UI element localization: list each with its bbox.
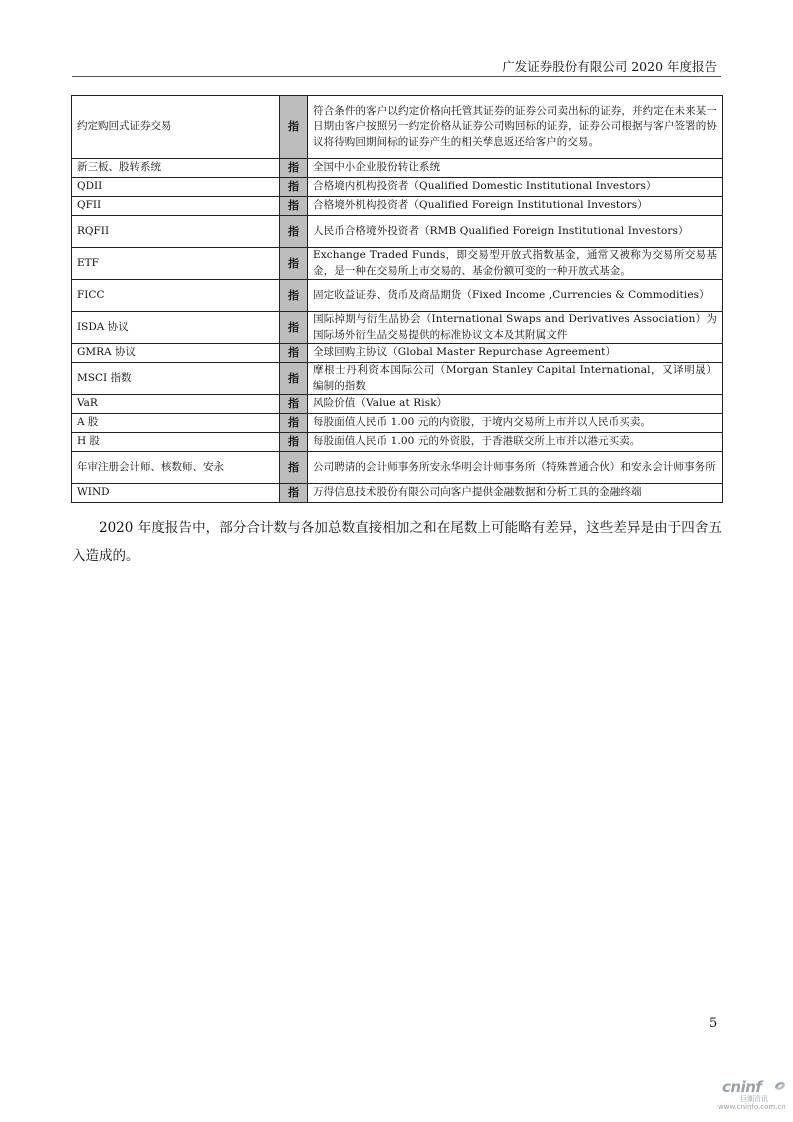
- definition-cell: 万得信息技术股份有限公司向客户提供金融数据和分析工具的金融终端: [308, 484, 723, 503]
- definition-cell: 固定收益证券、货币及商品期货（Fixed Income ,Currencies & Commodities）: [308, 280, 723, 312]
- report-header-title: 广发证券股份有限公司 2020 年度报告: [502, 59, 717, 74]
- refers-to-mark: 指: [280, 344, 308, 363]
- definition-cell: 摩根士丹利资本国际公司（Morgan Stanley Capital International，又译明晟）编制的指数: [308, 363, 723, 395]
- term-cell: QFII: [72, 197, 280, 216]
- logo-wordmark: cninf: [722, 1078, 762, 1096]
- refers-to-mark: 指: [280, 395, 308, 414]
- term-cell: RQFII: [72, 216, 280, 248]
- refers-to-mark: 指: [280, 159, 308, 178]
- definition-cell: 人民币合格境外投资者（RMB Qualified Foreign Institutional Investors）: [308, 216, 723, 248]
- refers-to-mark: 指: [280, 96, 308, 159]
- refers-to-mark: 指: [280, 312, 308, 344]
- definition-cell: 符合条件的客户以约定价格向托管其证券的证券公司卖出标的证券，并约定在未来某一日期由客户按照另一约定价格从证券公司购回标的证券，证券公司根据与客户签署的协议将待购回期间标的证券产生的相关孳息返还给客户的交易。: [308, 96, 723, 159]
- term-cell: MSCI 指数: [72, 363, 280, 395]
- definition-cell: 国际掉期与衍生品协会（International Swaps and Derivatives Association）为国际场外衍生品交易提供的标准协议文本及其附属文件: [308, 312, 723, 344]
- refers-to-mark: 指: [280, 484, 308, 503]
- refers-to-mark: 指: [280, 248, 308, 280]
- definition-cell: 风险价值（Value at Risk）: [308, 395, 723, 414]
- logo-subtitle: 巨潮资讯: [740, 1095, 768, 1103]
- table-row: [72, 197, 723, 216]
- term-cell: 年审注册会计师、核数师、安永: [72, 452, 280, 484]
- term-cell: A 股: [72, 414, 280, 433]
- definitions-table: [71, 95, 723, 503]
- refers-to-mark: 指: [280, 414, 308, 433]
- term-cell: 约定购回式证券交易: [72, 96, 280, 159]
- term-cell: ISDA 协议: [72, 312, 280, 344]
- term-cell: FICC: [72, 280, 280, 312]
- table-row: [72, 280, 723, 312]
- term-cell: VaR: [72, 395, 280, 414]
- refers-to-mark: 指: [280, 433, 308, 452]
- definition-cell: 全球回购主协议（Global Master Repurchase Agreement）: [308, 344, 723, 363]
- definition-cell: 公司聘请的会计师事务所安永华明会计师事务所（特殊普通合伙）和安永会计师事务所: [308, 452, 723, 484]
- refers-to-mark: 指: [280, 178, 308, 197]
- definition-cell: 每股面值人民币 1.00 元的内资股，于境内交易所上市并以人民币买卖。: [308, 414, 723, 433]
- definition-cell: 合格境外机构投资者（Qualified Foreign Institutional Investors）: [308, 197, 723, 216]
- term-cell: GMRA 协议: [72, 344, 280, 363]
- table-row: [72, 312, 723, 344]
- definition-cell: 每股面值人民币 1.00 元的外资股，于香港联交所上市并以港元买卖。: [308, 433, 723, 452]
- table-row: [72, 395, 723, 414]
- table-row: [72, 96, 723, 159]
- table-row: [72, 452, 723, 484]
- table-row: [72, 414, 723, 433]
- refers-to-mark: 指: [280, 363, 308, 395]
- table-row: [72, 248, 723, 280]
- table-row: [72, 159, 723, 178]
- header-divider: [72, 76, 721, 77]
- definition-cell: 全国中小企业股份转让系统: [308, 159, 723, 178]
- term-cell: 新三板、股转系统: [72, 159, 280, 178]
- cninfo-logo: [716, 1078, 788, 1112]
- term-cell: QDII: [72, 178, 280, 197]
- term-cell: WIND: [72, 484, 280, 503]
- rounding-note-paragraph: 2020 年度报告中，部分合计数与各加总数直接相加之和在尾数上可能略有差异，这些差异是由于四舍五入造成的。: [72, 520, 722, 564]
- definition-cell: Exchange Traded Funds，即交易型开放式指数基金，通常又被称为交易所交易基金，是一种在交易所上市交易的、基金份额可变的一种开放式基金。: [308, 248, 723, 280]
- table-row: [72, 363, 723, 395]
- table-row: [72, 433, 723, 452]
- refers-to-mark: 指: [280, 280, 308, 312]
- page-number: 5: [709, 1016, 718, 1031]
- refers-to-mark: 指: [280, 197, 308, 216]
- term-cell: H 股: [72, 433, 280, 452]
- term-cell: ETF: [72, 248, 280, 280]
- table-row: [72, 178, 723, 197]
- table-row: [72, 216, 723, 248]
- definition-cell: 合格境内机构投资者（Qualified Domestic Institutional Investors）: [308, 178, 723, 197]
- refers-to-mark: 指: [280, 216, 308, 248]
- logo-url: www.cninfo.com.cn: [718, 1103, 786, 1111]
- table-row: [72, 344, 723, 363]
- refers-to-mark: 指: [280, 452, 308, 484]
- table-row: [72, 484, 723, 503]
- logo-swirl-icon: [772, 1078, 788, 1094]
